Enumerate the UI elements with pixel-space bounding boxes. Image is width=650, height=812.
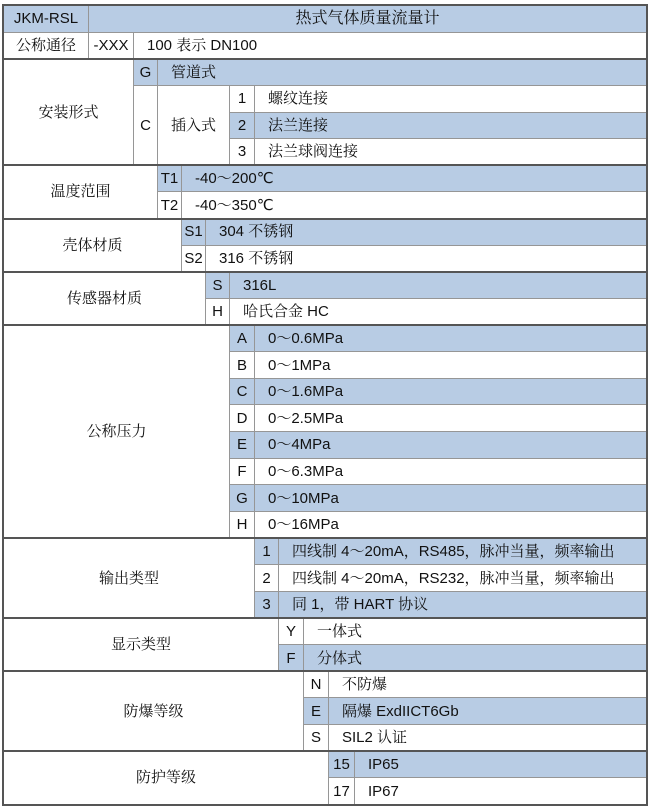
pressure-option-desc: 0～16MPa [255, 512, 646, 538]
insertion-option-code: 2 [230, 113, 254, 139]
protection-option-code: 17 [329, 778, 354, 804]
protection-label: 防护等级 [4, 752, 328, 804]
pressure-option-code: A [230, 326, 254, 352]
temperature-option-code: T2 [158, 192, 181, 218]
insertion-option-desc: 法兰球阀连接 [255, 139, 646, 165]
explosion-option-code: N [304, 672, 328, 698]
protection-option-desc: IP65 [355, 752, 646, 778]
explosion-option-desc: 隔爆 ExdIICT6Gb [329, 698, 646, 724]
pressure-label: 公称压力 [4, 326, 229, 538]
pressure-option-desc: 0～10MPa [255, 485, 646, 511]
pressure-option-code: B [230, 352, 254, 378]
housing-option-code: S1 [182, 219, 205, 245]
output-option-code: 2 [255, 565, 278, 591]
installation-label: 安装形式 [4, 59, 133, 165]
temperature-option-code: T1 [158, 166, 181, 192]
installation-insertion-name: 插入式 [158, 86, 229, 165]
pressure-option-code: D [230, 405, 254, 431]
protection-option-desc: IP67 [355, 778, 646, 804]
installation-pipeline-desc: 管道式 [158, 59, 646, 85]
pressure-option-code: E [230, 432, 254, 458]
housing-label: 壳体材质 [4, 219, 181, 271]
pressure-option-desc: 0～1.6MPa [255, 379, 646, 405]
pressure-option-desc: 0～1MPa [255, 352, 646, 378]
explosion-option-code: S [304, 725, 328, 751]
display-option-code: Y [279, 619, 303, 645]
pressure-option-code: F [230, 459, 254, 485]
temperature-option-desc: -40～200℃ [182, 166, 646, 192]
explosion-option-desc: SIL2 认证 [329, 725, 646, 751]
insertion-option-code: 1 [230, 86, 254, 112]
sensor-option-code: H [206, 299, 229, 325]
nominal-diameter-label: 公称通径 [4, 33, 88, 59]
display-label: 显示类型 [4, 619, 278, 671]
pressure-option-code: G [230, 485, 254, 511]
pressure-option-code: H [230, 512, 254, 538]
display-option-desc: 分体式 [304, 645, 646, 671]
housing-option-desc: 304 不锈钢 [206, 219, 646, 245]
pressure-option-desc: 0～0.6MPa [255, 326, 646, 352]
installation-pipeline-code: G [134, 59, 157, 85]
housing-option-desc: 316 不锈钢 [206, 246, 646, 272]
sensor-option-code: S [206, 272, 229, 298]
model-selection-table [2, 4, 648, 806]
insertion-option-desc: 法兰连接 [255, 113, 646, 139]
explosion-option-code: E [304, 698, 328, 724]
output-option-desc: 同 1，带 HART 协议 [279, 592, 646, 618]
display-option-code: F [279, 645, 303, 671]
temperature-option-desc: -40～350℃ [182, 192, 646, 218]
output-option-code: 1 [255, 539, 278, 565]
explosion-label: 防爆等级 [4, 672, 303, 751]
nominal-diameter-desc: 100 表示 DN100 [134, 33, 646, 59]
insertion-option-code: 3 [230, 139, 254, 165]
sensor-option-desc: 哈氏合金 HC [230, 299, 646, 325]
output-option-desc: 四线制 4～20mA，RS232，脉冲当量，频率输出 [279, 565, 646, 591]
pressure-option-desc: 0～6.3MPa [255, 459, 646, 485]
sensor-label: 传感器材质 [4, 272, 205, 324]
output-label: 输出类型 [4, 539, 254, 618]
output-option-code: 3 [255, 592, 278, 618]
insertion-option-desc: 螺纹连接 [255, 86, 646, 112]
installation-insertion-code: C [134, 86, 157, 165]
sensor-option-desc: 316L [230, 272, 646, 298]
model-code-cell: JKM-RSL [4, 6, 88, 32]
explosion-option-desc: 不防爆 [329, 672, 646, 698]
temperature-label: 温度范围 [4, 166, 157, 218]
display-option-desc: 一体式 [304, 619, 646, 645]
pressure-option-desc: 0～4MPa [255, 432, 646, 458]
pressure-option-desc: 0～2.5MPa [255, 405, 646, 431]
product-title: 热式气体质量流量计 [89, 6, 646, 32]
pressure-option-code: C [230, 379, 254, 405]
nominal-diameter-code: -XXX [89, 33, 133, 59]
protection-option-code: 15 [329, 752, 354, 778]
output-option-desc: 四线制 4～20mA，RS485，脉冲当量，频率输出 [279, 539, 646, 565]
housing-option-code: S2 [182, 246, 205, 272]
